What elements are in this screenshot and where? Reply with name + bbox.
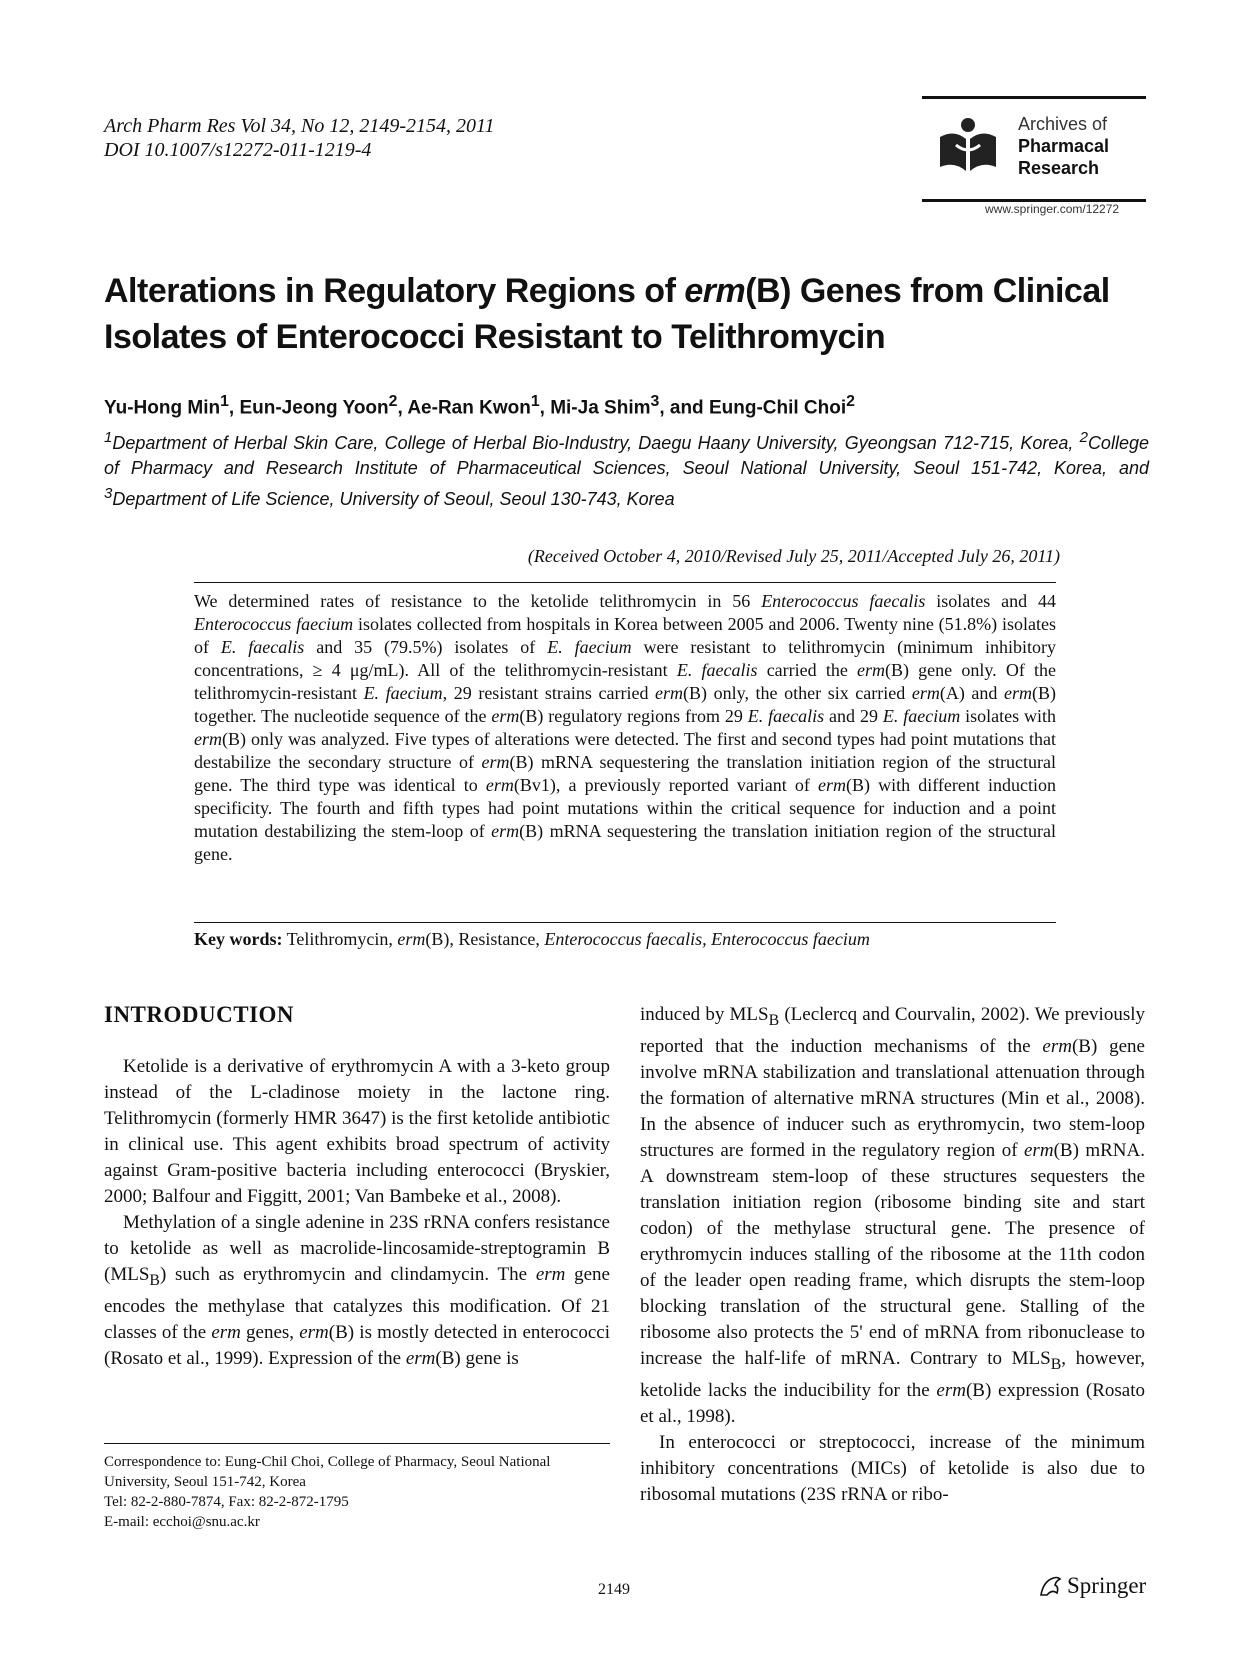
abstract-bottom-rule — [194, 922, 1056, 923]
footnote-phone: Tel: 82-2-880-7874, Fax: 82-2-872-1795 — [104, 1494, 349, 1510]
author: Mi-Ja Shim — [550, 397, 651, 419]
citation-line-1: Arch Pharm Res Vol 34, No 12, 2149-2154, 2011 — [104, 115, 495, 137]
footnote-rule — [104, 1443, 610, 1444]
publisher-name: Springer — [1067, 1573, 1147, 1598]
logo-line-2: Pharmacal — [1018, 136, 1110, 156]
author-affil-sup: 3 — [650, 393, 660, 410]
logo-line-3: Research — [1018, 158, 1100, 178]
abstract: We determined rates of resistance to the ketolide telithromycin in 56 Enterococcus faecalis isolates and 44 Enterococcus faecium isolates collected from hospitals in Korea between 2005 and 2006. Twenty nine (51.8%) isolates of E. faecalis and 35 (79.5%) isolates of E. faecium were resistant to telithromycin (minimum inhibitory concentrations, ≥ 4 μg/mL). All of the telithromycin-resistant E. faecalis carried the erm(B) gene only. Of the telithromycin-resistant E. faecium, 29 resistant strains carried erm(B) only, the other six carried erm(A) and erm(B) together. The nucleotide sequence of the erm(B) regulatory regions from 29 E. faecalis and 29 E. faecium isolates with erm(B) only was analyzed. Five types of alterations were detected. The first and second types had point mutations that destabilize the secondary structure of erm(B) mRNA sequestering the translation initiation region of the structural gene. The third type was identical to erm(Bv1), a previously reported variant of erm(B) with different induction specificity. The fourth and fifth types had point mutations within the critical sequence for induction and a point mutation destabilizing the stem-loop of erm(B) mRNA sequestering the translation initiation region of the structural gene. — [194, 591, 1057, 864]
keywords: Key words: Telithromycin, erm(B), Resistance, Enterococcus faecalis, Enterococcus faecium — [194, 929, 870, 949]
affiliation-2: College of Pharmacy and Research Institute of Pharmaceutical Sciences, Seoul National University, Seoul 151-742, Korea, and — [104, 433, 1149, 478]
logo-line-1: Archives of — [1018, 114, 1108, 134]
author-affil-sup: 1 — [220, 393, 229, 410]
abstract-top-rule — [194, 582, 1056, 583]
author-affil-sup: 2 — [846, 393, 855, 410]
article-title — [104, 268, 1154, 360]
affiliation-1: Department of Herbal Skin Care, College of Herbal Bio-Industry, Daegu Haany University, Gyeongsan 712-715, Korea, — [112, 433, 1074, 453]
title-part-2: (B) Genes from Clinical — [745, 272, 1110, 310]
correspondence-footnote — [104, 1452, 610, 1532]
footnote-correspondence: Correspondence to: Eung-Chil Choi, College of Pharmacy, Seoul National University, Seoul 151-742, Korea — [104, 1454, 551, 1490]
author-affil-sup: 2 — [388, 393, 398, 410]
footnote-email: E-mail: ecchoi@snu.ac.kr — [104, 1514, 260, 1530]
body-column-left — [104, 1054, 610, 1372]
author: Eun-Jeong Yoon — [239, 397, 389, 419]
affiliations: $^1$Department of Herbal Skin Care, College of Herbal Bio-Industry, Daegu Haany University, Gyeongsan 712-715, Korea, $^2$College of Pharmacy and Research Institute of Pharmaceutical Sciences, Seoul National University, Seoul 151-742, Korea, and $^3$Department of Life Science, University of Seoul, Seoul 130-743, Korea — [104, 429, 1149, 509]
keywords-label: Key words: — [194, 929, 283, 949]
page-number: 2149 — [598, 1581, 630, 1598]
title-italic-gene: erm — [684, 272, 746, 310]
journal-logo-icon — [936, 115, 1000, 179]
springer-horse-icon — [1037, 1573, 1063, 1599]
section-heading-introduction: INTRODUCTION — [104, 1002, 295, 1027]
title-line-2: Isolates of Enterococci Resistant to Telithromycin — [104, 318, 886, 356]
author: Yu-Hong Min — [104, 397, 221, 419]
body-paragraph: Methylation of a single adenine in 23S rRNA confers resistance to ketolide as well as macrolide-lincosamide-streptogramin B $(MLS_B)$ such as erythromycin and clindamycin. The erm gene encodes the methylase that catalyzes this modification. Of 21 classes of the erm genes, erm(B) is mostly detected in enterococci (Rosato et al., 1999). Expression of the erm(B) gene is — [104, 1212, 610, 1369]
author-affil-sup: 1 — [530, 393, 540, 410]
journal-citation — [104, 114, 495, 162]
journal-logo-text — [1018, 113, 1109, 179]
journal-logo — [922, 96, 1146, 202]
body-paragraph: induced by $MLS_B$ (Leclercq and Courvalin, 2002). We previously reported that the induction mechanisms of the erm(B) gene involve mRNA stabilization and translational attenuation through the formation of alternative mRNA structures (Min et al., 2008). In the absence of inducer such as erythromycin, two stem-loop structures are formed in the regulatory region of erm(B) mRNA. A downstream stem-loop of these structures sequesters the translation initiation region (ribosome binding site and start codon) of the methylase structural gene. The presence of erythromycin induces stalling of the ribosome at the 11th codon of the leader open reading frame, which disrupts the stem-loop blocking translation of the structural gene. Stalling of the ribosome also protects the 5' end of mRNA from ribonuclease to increase the half-life of mRNA. Contrary to $MLS_B$, however, ketolide lacks the inducibility for the erm(B) expression (Rosato et al., 1998). — [640, 1004, 1146, 1427]
body-column-right — [640, 1002, 1145, 1508]
affiliation-3: Department of Life Science, University of Seoul, Seoul 130-743, Korea — [112, 489, 675, 509]
received-dates: (Received October 4, 2010/Revised July 25, 2011/Accepted July 26, 2011) — [527, 546, 1060, 566]
publisher-logo — [1037, 1573, 1146, 1599]
author-list: Yu-Hong Min$^1$, Eun-Jeong Yoon$^2$, Ae-Ran Kwon$^1$, Mi-Ja Shim$^3$, and Eung-Chil Choi$^2$ — [104, 393, 855, 419]
author: Eung-Chil Choi — [708, 397, 847, 419]
body-paragraph: Ketolide is a derivative of erythromycin A with a 3-keto group instead of the L-cladinose moiety in the lactone ring. Telithromycin (formerly HMR 3647) is the first ketolide antibiotic in clinical use. This agent exhibits broad spectrum of activity against Gram-positive bacteria including enterococci (Bryskier, 2000; Balfour and Figgitt, 2001; Van Bambeke et al., 2008). — [104, 1056, 610, 1207]
title-part-1: Alterations in Regulatory Regions of — [104, 272, 685, 310]
body-paragraph: In enterococci or streptococci, increase of the minimum inhibitory concentrations (MICs) of ketolide is also due to ribosomal mutations (23S rRNA or ribo- — [640, 1431, 1145, 1505]
journal-url: www.springer.com/12272 — [985, 202, 1120, 216]
author: Ae-Ran Kwon — [407, 397, 531, 419]
citation-line-2: DOI 10.1007/s12272-011-1219-4 — [104, 139, 372, 161]
